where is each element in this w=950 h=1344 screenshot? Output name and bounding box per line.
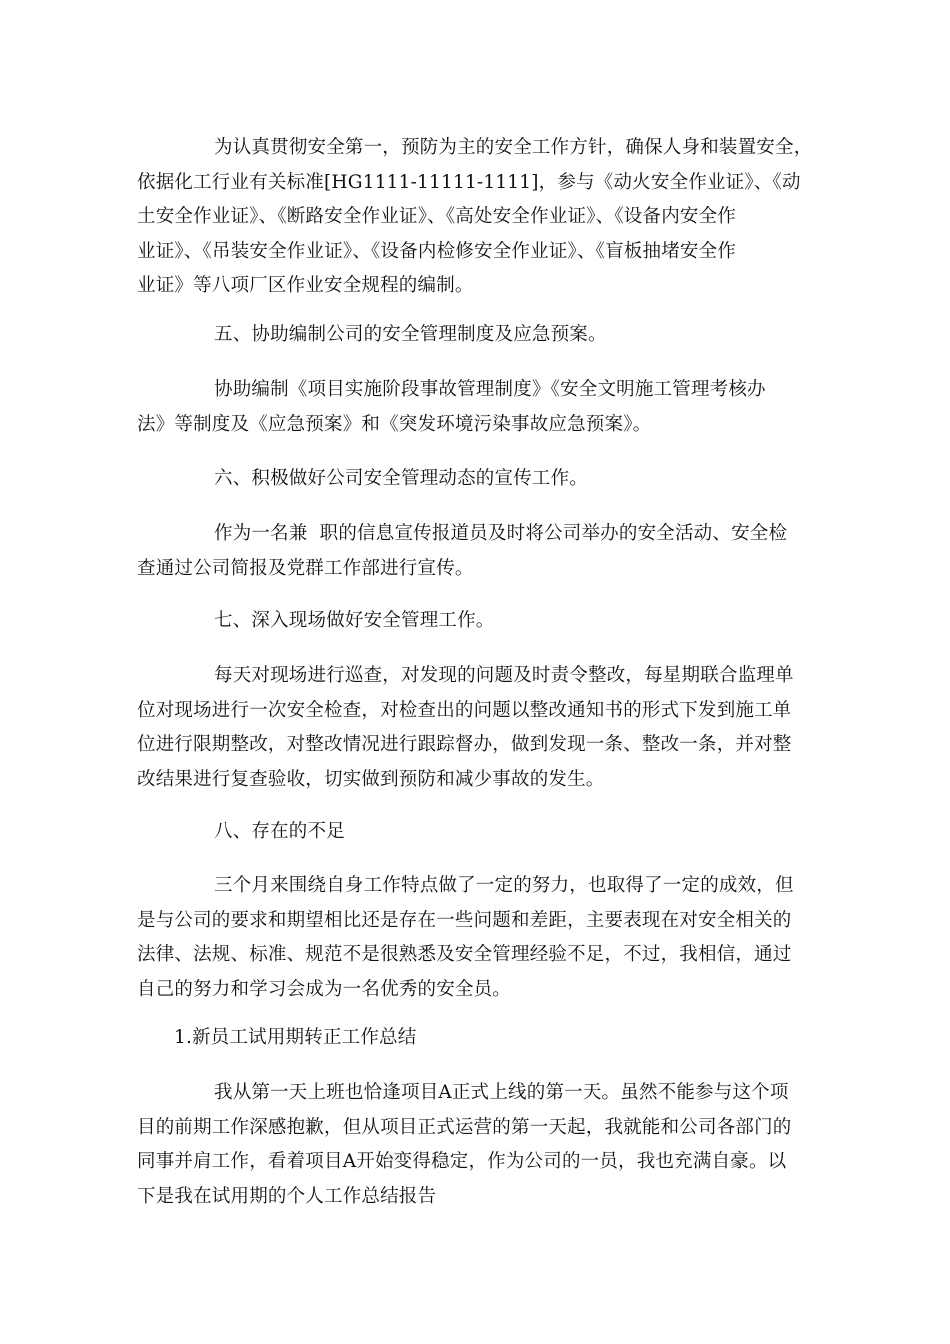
text-line: 业证》、《吊装安全作业证》、《设备内检修安全作业证》、《盲板抽堵安全作 — [137, 240, 737, 262]
heading-section-5 — [137, 318, 827, 353]
heading-text: 六、积极做好公司安全管理动态的宣传工作。 — [214, 468, 589, 489]
text-line: 依据化工行业有关标准[HG1111-11111-1111]，参与《动火安全作业证》、《动 — [137, 171, 801, 193]
heading-text: 八、存在的不足 — [214, 821, 345, 842]
text-line: 位进行限期整改，对整改情况进行跟踪督办，做到发现一条、整改一条，并对整 — [137, 734, 792, 755]
paragraph-section-8 — [137, 869, 827, 1007]
section-title-probation-summary — [137, 1021, 827, 1056]
paragraph-section-7 — [137, 659, 827, 797]
heading-section-8 — [137, 815, 827, 850]
heading-text: 七、深入现场做好安全管理工作。 — [214, 610, 495, 631]
text-line: 位对现场进行一次安全检查，对检查出的问题以整改通知书的形式下发到施工单 — [137, 699, 792, 721]
heading-text: 五、协助编制公司的安全管理制度及应急预案。 — [214, 324, 607, 345]
text-line: 是与公司的要求和期望相比还是存在一些问题和差距，主要表现在对安全相关的 — [137, 909, 792, 931]
text-line: 自己的努力和学习会成为一名优秀的安全员。 — [137, 978, 512, 1000]
text-line: 目的前期工作深感抱歉，但从项目正式运营的第一天起，我就能和公司各部门的 — [137, 1116, 792, 1138]
text-line: 查通过公司简报及党群工作部进行宣传。 — [137, 557, 474, 579]
text-line: 改结果进行复查验收，切实做到预防和减少事故的发生。 — [137, 768, 605, 790]
text-line: 为认真贯彻安全第一，预防为主的安全工作方针，确保人身和装置安全， — [214, 137, 813, 158]
text-line: 三个月来围绕自身工作特点做了一定的努力，也取得了一定的成效，但 — [214, 875, 794, 896]
text-line: 法》等制度及《应急预案》和《突发环境污染事故应急预案》。 — [137, 413, 652, 435]
paragraph-probation-intro — [137, 1076, 827, 1214]
text-line: 同事并肩工作，看着项目A开始变得稳定，作为公司的一员，我也充满自豪。以 — [137, 1151, 787, 1172]
paragraph-section-5 — [137, 373, 827, 442]
text-line: 下是我在试用期的个人工作总结报告 — [137, 1185, 437, 1207]
text-line: 法律、法规、标准、规范不是很熟悉及安全管理经验不足，不过，我相信，通过 — [137, 944, 792, 965]
paragraph-safety-standards — [137, 131, 827, 304]
paragraph-section-6 — [137, 517, 827, 586]
text-line: 我从第一天上班也恰逢项目A正式上线的第一天。虽然不能参与这个项 — [214, 1082, 789, 1103]
heading-section-7 — [137, 604, 827, 639]
section-title-text: 1.新员工试用期转正工作总结 — [174, 1027, 417, 1048]
heading-section-6 — [137, 462, 827, 497]
text-line: 土安全作业证》、《断路安全作业证》、《高处安全作业证》、《设备内安全作 — [137, 206, 737, 227]
text-line: 每天对现场进行巡查，对发现的问题及时责令整改，每星期联合监理单 — [214, 665, 794, 686]
text-line: 协助编制《项目实施阶段事故管理制度》《安全文明施工管理考核办 — [214, 379, 766, 400]
text-line: 业证》等八项厂区作业安全规程的编制。 — [137, 275, 474, 296]
text-line: 作为一名兼 职的信息宣传报道员及时将公司举办的安全活动、安全检 — [214, 523, 788, 544]
